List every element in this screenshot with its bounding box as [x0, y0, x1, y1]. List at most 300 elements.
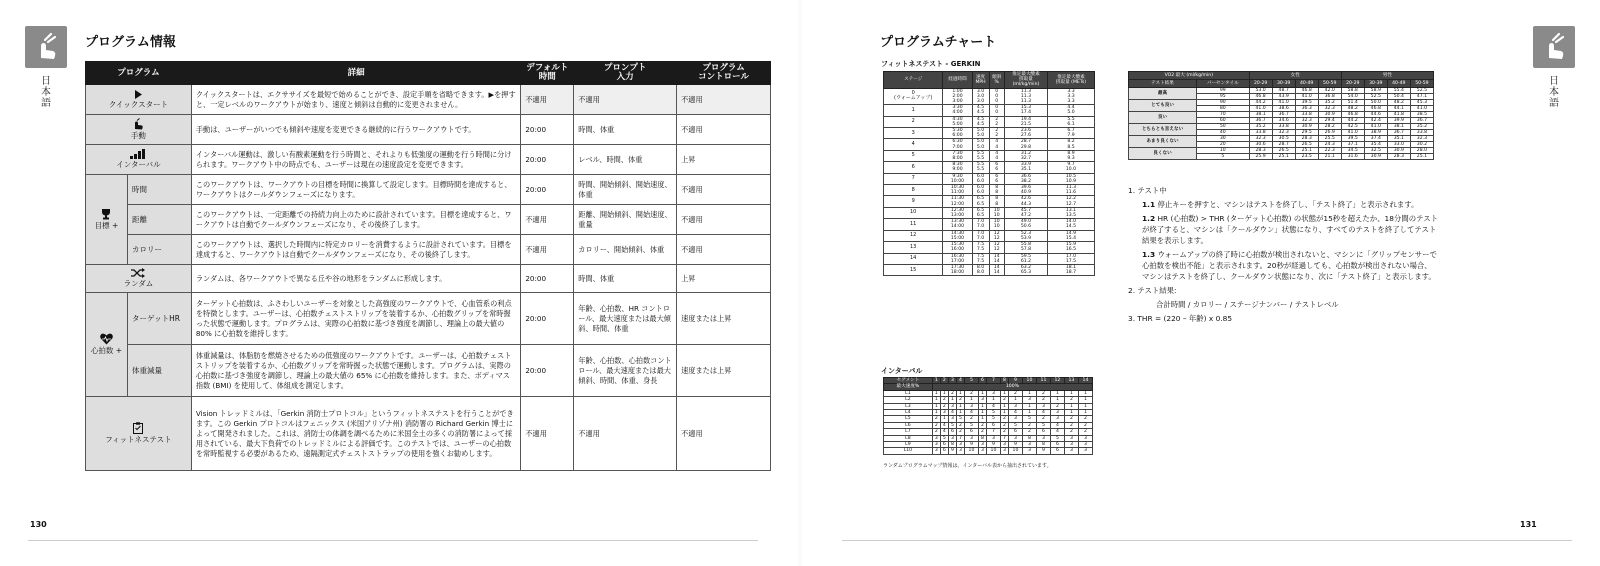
vo2-value: 45.3 — [1410, 100, 1433, 106]
heart-rate-group-cell — [86, 293, 128, 397]
gerkin-cell: 13.1 13.5 — [1048, 207, 1095, 218]
vo2-value: 48.2 — [1387, 100, 1410, 106]
vo2-value: 30.5 — [1272, 136, 1295, 142]
note-number: 1.1 — [1142, 200, 1156, 209]
program-name: ランダム — [123, 279, 154, 288]
program-detail: このワークアウトは、一定距離での持続力向上のために設計されています。目標を達成すると、ワークアウトは自動でクールダウンフェーズになり、その後終了します。 — [191, 205, 520, 235]
gerkin-cell: 13 — [884, 242, 943, 253]
interval-cell: 7 — [1000, 435, 1008, 441]
vo2-value: 36.7 — [1387, 130, 1410, 136]
interval-cell: 3 — [956, 448, 964, 454]
vo2-age-cell: 40-49 — [1295, 80, 1318, 88]
interval-cell: 3 — [1022, 397, 1036, 403]
vo2-value: 44.1 — [1387, 106, 1410, 112]
program-name-cell — [86, 115, 192, 145]
vo2-value: 44.2 — [1341, 118, 1364, 124]
vo2-value: 28.3 — [1387, 154, 1410, 160]
vo2-value: 34.5 — [1341, 148, 1364, 154]
interval-cell: 4 — [940, 422, 948, 428]
program-time: 不適用 — [521, 85, 574, 115]
interval-cell: 1 — [1050, 390, 1064, 396]
interval-cell: 1 — [956, 410, 964, 416]
header-detail: 詳細 — [191, 62, 520, 85]
gerkin-cell: 6 6 — [989, 162, 1004, 173]
program-name: 手動 — [130, 131, 146, 140]
interval-segment-number: 9 — [1008, 378, 1022, 384]
vo2-value: 46.8 — [1364, 106, 1387, 112]
gerkin-cell: 5:30 6:00 — [943, 128, 972, 139]
vo2-value: 50.4 — [1387, 94, 1410, 100]
gerkin-header-cell: ステージ — [884, 72, 943, 89]
interval-cell: 2 — [978, 429, 986, 435]
interval-cell: 2 — [964, 416, 978, 422]
vo2-value: 33.0 — [1387, 142, 1410, 148]
interval-segment-number: 8 — [1000, 378, 1008, 384]
table-row — [86, 145, 771, 175]
interval-cell: 2 — [956, 422, 964, 428]
gerkin-cell: 5.5 5.5 — [972, 162, 989, 173]
vo2-value: 33.8 — [1295, 112, 1318, 118]
test-notes — [1128, 185, 1438, 327]
interval-cell: L6 — [884, 422, 933, 428]
note-number: 1.2 — [1142, 214, 1156, 223]
gerkin-cell: 14.0 14.5 — [1048, 219, 1095, 230]
program-detail: 体重減量は、体脂肪を燃焼させるための低強度のワークアウトです。ユーザーは、心拍数チェストストリップを装着するか、心拍数グリップを常時握った状態で運動します。プログラムは、実際の心拍数に基づき強度を調節し、理論上の最大値の 65% に心拍数を維持します。また、ボディマス指数 (BMI) を使用して、体組成を測定します。 — [191, 345, 520, 397]
interval-cell: 1 — [956, 403, 964, 409]
gerkin-cell: 11.3 11.6 — [1048, 185, 1095, 196]
vo2-value: 46.8 — [1295, 88, 1318, 94]
vo2-percentile: 40 — [1196, 130, 1249, 136]
interval-cell: 1 — [932, 397, 940, 403]
gerkin-cell: 4:30 5:00 — [943, 116, 972, 127]
header-default-time: デフォルト 時間 — [521, 62, 574, 85]
interval-cell: 3 — [956, 442, 964, 448]
gerkin-cell: 14:30 15:00 — [943, 230, 972, 241]
table-row — [884, 253, 1095, 264]
table-row — [884, 242, 1095, 253]
gerkin-cell: 33.9 35.1 — [1004, 162, 1047, 173]
interval-cell: 5 — [948, 422, 956, 428]
gerkin-cell: 7:30 8:00 — [943, 150, 972, 161]
gerkin-cell: 6.5 6.5 — [972, 196, 989, 207]
interval-cell: 2 — [1064, 397, 1078, 403]
interval-cell: 6 — [1050, 448, 1064, 454]
gerkin-cell: 7.0 7.0 — [972, 230, 989, 241]
program-name: 距離 — [127, 205, 191, 235]
vo2-female: 女性 — [1249, 72, 1341, 80]
interval-cell: 6 — [1008, 429, 1022, 435]
vo2-value: 48.7 — [1272, 88, 1295, 94]
vo2-value: 42.4 — [1364, 118, 1387, 124]
gerkin-cell: 12.2 12.7 — [1048, 196, 1095, 207]
vo2-age-cell: 40-49 — [1387, 80, 1410, 88]
vo2-value: 43.9 — [1272, 94, 1295, 100]
vo2-value: 39.5 — [1341, 136, 1364, 142]
gerkin-cell: 3 — [884, 128, 943, 139]
vo2-value: 38.9 — [1364, 130, 1387, 136]
interval-segment-number: 12 — [1050, 378, 1064, 384]
interval-cell: 5 — [1036, 422, 1050, 428]
vo2-value: 35.1 — [1387, 136, 1410, 142]
vo2-value: 23.5 — [1295, 154, 1318, 160]
program-name: インターバル — [116, 160, 161, 169]
language-tab-label: 日本語 — [41, 76, 51, 109]
interval-cell: 2 — [1078, 422, 1092, 428]
vo2-age-row — [1129, 80, 1434, 88]
vo2-value: 29.4 — [1318, 118, 1341, 124]
interval-cell: 3 — [932, 448, 940, 454]
interval-cell: 5 — [1050, 435, 1064, 441]
interval-cell: 3 — [1050, 410, 1064, 416]
vo2-value: 36.7 — [1249, 118, 1272, 124]
vo2-value: 52.5 — [1410, 88, 1433, 94]
gerkin-cell: 23.6 27.6 — [1004, 128, 1047, 139]
interval-cell: 2 — [1000, 416, 1008, 422]
gerkin-cell: 9 — [884, 196, 943, 207]
interval-cell: 2 — [1000, 429, 1008, 435]
program-prompt: 時間、開始傾斜、開始速度、体重 — [574, 175, 677, 205]
interval-cell: 1 — [1008, 397, 1022, 403]
table-row — [884, 88, 1095, 105]
program-time: 20:00 — [521, 115, 574, 145]
table-row — [884, 219, 1095, 230]
program-detail: ランダムは、各ワークアウトで異なる丘や谷の地形をランダムに形成します。 — [191, 265, 520, 293]
interval-cell: 1 — [940, 416, 948, 422]
note-3: 3. THR = (220 – 年齢) x 0.85 — [1128, 314, 1233, 323]
table-row — [86, 397, 771, 471]
interval-cell: 6 — [1050, 442, 1064, 448]
vo2-value: 32.3 — [1410, 136, 1433, 142]
note-text: 停止キーを押すと、マシンはテストを終了し、「テスト終了」と表示されます。 — [1157, 200, 1419, 209]
table-row — [884, 185, 1095, 196]
vo2-value: 36.7 — [1272, 112, 1295, 118]
vo2-percentile: 70 — [1196, 112, 1249, 118]
program-time: 20:00 — [521, 145, 574, 175]
table-row — [86, 293, 771, 345]
vo2-value: 44.6 — [1364, 112, 1387, 118]
table-row — [86, 175, 771, 205]
gerkin-cell: 8 — [884, 185, 943, 196]
interval-cell: 8 — [948, 442, 956, 448]
program-control: 不適用 — [677, 175, 771, 205]
gerkin-cell: 15 — [884, 264, 943, 275]
vo2-value: 28.7 — [1272, 142, 1295, 148]
program-time: 不適用 — [521, 205, 574, 235]
play-icon — [134, 90, 143, 99]
interval-cell: 3 — [932, 435, 940, 441]
interval-cell: 2 — [948, 390, 956, 396]
vo2-value: 25.1 — [1295, 148, 1318, 154]
table-row — [86, 235, 771, 265]
vo2-value: 37.1 — [1341, 142, 1364, 148]
gerkin-cell: 31.2 32.7 — [1004, 150, 1047, 161]
table-row — [86, 85, 771, 115]
table-row — [86, 115, 771, 145]
interval-cell: 1 — [978, 410, 986, 416]
gerkin-cell: 4 4 — [989, 139, 1004, 150]
vo2-value: 33.8 — [1249, 130, 1272, 136]
vo2-value: 36.8 — [1318, 94, 1341, 100]
gerkin-cell: 2 2 — [989, 128, 1004, 139]
interval-cell: 2 — [1036, 397, 1050, 403]
program-detail: インターバル運動は、激しい有酸素運動を行う時間と、それよりも低強度の運動を行う時間に分けられます。ワークアウト中の時点でも、ユーザーは現在の速度設定を変更できます。 — [191, 145, 520, 175]
interval-cell: 2 — [1008, 390, 1022, 396]
interval-cell: 1 — [978, 403, 986, 409]
hand-touch-icon — [1533, 26, 1575, 68]
program-time: 20:00 — [521, 345, 574, 397]
interval-cell: 1 — [932, 390, 940, 396]
interval-cell: 1 — [1064, 403, 1078, 409]
interval-cell: 1 — [1078, 397, 1092, 403]
gerkin-cell: 4 4 — [989, 150, 1004, 161]
vo2-value: 58.9 — [1364, 88, 1387, 94]
vo2-percentile: 90 — [1196, 100, 1249, 106]
vo2-value: 33.8 — [1410, 130, 1433, 136]
table-row — [86, 205, 771, 235]
gerkin-cell: 7.0 7.0 — [972, 219, 989, 230]
vo2-percentile: 50 — [1196, 124, 1249, 130]
interval-cell: 2 — [978, 422, 986, 428]
program-name: 時間 — [127, 175, 191, 205]
vo2-age-cell: 20-29 — [1341, 80, 1364, 88]
interval-cell: 3 — [1078, 448, 1092, 454]
gerkin-cell: 6 — [884, 162, 943, 173]
interval-cell: L7 — [884, 429, 933, 435]
program-info-table — [85, 61, 771, 471]
table-row — [884, 448, 1093, 454]
program-name: 体重減量 — [127, 345, 191, 397]
vo2-result-label: とても良い — [1129, 100, 1197, 112]
gerkin-cell: 12:30 13:00 — [943, 207, 972, 218]
gerkin-cell: 6.0 6.0 — [972, 173, 989, 184]
vo2-value: 41.0 — [1410, 106, 1433, 112]
interval-cell: 4 — [964, 410, 978, 416]
program-name: ターゲットHR — [127, 293, 191, 345]
gerkin-cell: 4.5 4.5 — [972, 116, 989, 127]
vo2-value: 30.9 — [1318, 112, 1341, 118]
interval-cell: 1 — [1078, 403, 1092, 409]
interval-cell: 4 — [1050, 429, 1064, 435]
interval-cell: 2 — [1064, 422, 1078, 428]
program-control: 不適用 — [677, 85, 771, 115]
interval-cell: 1 — [940, 390, 948, 396]
gerkin-cell: 3.3 3.3 3.3 — [1048, 88, 1095, 105]
vo2-value: 38.5 — [1410, 112, 1433, 118]
vo2-col-result: テスト結果 — [1129, 80, 1197, 88]
gerkin-cell: 19.4 21.5 — [1004, 116, 1047, 127]
gerkin-cell: 8 8 — [989, 196, 1004, 207]
interval-cell: 3 — [1008, 435, 1022, 441]
vo2-header-row — [1129, 72, 1434, 80]
gerkin-cell: 4.4 5.0 — [1048, 105, 1095, 116]
program-detail: クイックスタートは、エクササイズを最短で始めることができ、設定手順を省略できます。▶を押すと、一定レベルのワークアウトが始まり、速度と傾斜は自動的に変更されません。 — [191, 85, 520, 115]
interval-cell: 2 — [1036, 390, 1050, 396]
interval-cell: 7 — [986, 429, 1000, 435]
gerkin-cell: 14 14 — [989, 264, 1004, 275]
interval-cell: 1 — [1022, 390, 1036, 396]
page-title-left: プログラム情報 — [85, 35, 176, 50]
program-control: 速度または上昇 — [677, 345, 771, 397]
vo2-result-label: 最高 — [1129, 88, 1197, 100]
vo2-value: 32.5 — [1364, 148, 1387, 154]
interval-cell: 3 — [1064, 448, 1078, 454]
page-number-right: 131 — [1520, 520, 1537, 529]
program-name: カロリー — [127, 235, 191, 265]
vo2-percentile: 10 — [1196, 148, 1249, 154]
interval-cell: 4 — [1036, 410, 1050, 416]
gerkin-cell: 6 6 — [989, 173, 1004, 184]
interval-cell: 1 — [1078, 410, 1092, 416]
interval-cell: L9 — [884, 442, 933, 448]
gerkin-table — [883, 71, 1095, 276]
table-row — [884, 196, 1095, 207]
program-table-header — [86, 62, 771, 85]
interval-cell: 1 — [1022, 410, 1036, 416]
vo2-value: 41.0 — [1341, 130, 1364, 136]
gerkin-cell: 5 — [884, 150, 943, 161]
interval-segment-number: 11 — [1036, 378, 1050, 384]
interval-cell: 1 — [1000, 403, 1008, 409]
goal-group-label: 目標 + — [94, 221, 119, 230]
interval-cell: 4 — [1008, 410, 1022, 416]
interval-cell: 1 — [1000, 390, 1008, 396]
gerkin-cell: 8 8 — [989, 185, 1004, 196]
interval-cell: 4 — [948, 410, 956, 416]
interval-pct-label: 最大速度% — [884, 384, 933, 390]
interval-segment-number: 4 — [956, 378, 964, 384]
interval-cell: L10 — [884, 448, 933, 454]
vo2-age-cell: 30-39 — [1272, 80, 1295, 88]
interval-cell: 8 — [978, 435, 986, 441]
table-row — [884, 230, 1095, 241]
vo2-percentile: 60 — [1196, 118, 1249, 124]
vo2-value: 30.2 — [1410, 142, 1433, 148]
vo2-value: 51.4 — [1341, 100, 1364, 106]
note-1-3 — [1142, 249, 1438, 282]
interval-segment-number: 1 — [932, 378, 940, 384]
gerkin-cell: 7 — [884, 173, 943, 184]
interval-cell: 4 — [1050, 422, 1064, 428]
interval-cell: 3 — [948, 403, 956, 409]
interval-cell: 3 — [1064, 442, 1078, 448]
program-prompt: カロリー、開始傾斜、体重 — [574, 235, 677, 265]
gerkin-cell: 10 10 — [989, 219, 1004, 230]
program-control: 不適用 — [677, 235, 771, 265]
vo2-value: 39.5 — [1295, 100, 1318, 106]
gerkin-cell: 2 — [884, 116, 943, 127]
program-control: 速度または上昇 — [677, 293, 771, 345]
interval-cell: 3 — [1050, 416, 1064, 422]
gerkin-cell: 17:30 18:00 — [943, 264, 972, 275]
gerkin-cell: 17.0 17.5 — [1048, 253, 1095, 264]
vo2-value: 35.2 — [1410, 124, 1433, 130]
gerkin-header-cell: 経過時間 — [943, 72, 972, 89]
interval-cell: 2 — [964, 390, 978, 396]
interval-cell: 4 — [940, 429, 948, 435]
gerkin-cell: 12 12 — [989, 230, 1004, 241]
program-name-cell — [86, 397, 192, 471]
interval-cell: 5 — [964, 422, 978, 428]
interval-segment-number: 2 — [940, 378, 948, 384]
interval-segment-number: 6 — [978, 378, 986, 384]
interval-cell: 6 — [940, 442, 948, 448]
interval-cell: 1 — [948, 397, 956, 403]
program-detail: ターゲット心拍数は、ふさわしいユーザーを対象とした高強度のワークアウトで、心血管系の利点を特徴とします。ユーザーは、心拍数チェストストリップを装着するか、心拍数グリップを常時握った状態で運動します。プログラムは、実際の心拍数に基づき強度を調節し、理論上の最大値の 80% に心拍数を維持します。 — [191, 293, 520, 345]
gerkin-cell: 5.0 5.0 — [972, 139, 989, 150]
interval-cell: 3 — [948, 416, 956, 422]
gerkin-header — [884, 72, 1095, 89]
program-name: クイックスタート — [108, 99, 169, 109]
interval-cell: 2 — [932, 422, 940, 428]
interval-segment-number: 3 — [948, 378, 956, 384]
gerkin-cell: 55.8 57.8 — [1004, 242, 1047, 253]
program-detail: このワークアウトは、選択した時間内に特定カロリーを消費するように設計されています。目標を達成すると、ワークアウトは自動でクールダウンフェーズになり、その後終了します。 — [191, 235, 520, 265]
header-prompt-input: プロンプト 入力 — [574, 62, 677, 85]
vo2-value: 32.3 — [1318, 106, 1341, 112]
table-row — [86, 345, 771, 397]
vo2-value: 21.1 — [1318, 154, 1341, 160]
vo2-value: 42.0 — [1318, 88, 1341, 94]
interval-cell: 6 — [948, 429, 956, 435]
interval-segment-number: 14 — [1078, 378, 1092, 384]
vo2-value: 26.9 — [1318, 130, 1341, 136]
vo2-percentile: 80 — [1196, 106, 1249, 112]
vo2-value: 55.4 — [1387, 88, 1410, 94]
vo2-value: 25.1 — [1410, 154, 1433, 160]
gerkin-subtitle: フィットネステスト - GERKIN — [881, 60, 981, 68]
interval-cell: 2 — [1064, 416, 1078, 422]
vo2-percentile: 99 — [1196, 88, 1249, 94]
gerkin-cell: 6.0 6.0 — [972, 185, 989, 196]
gerkin-cell: 12 — [884, 230, 943, 241]
program-prompt: レベル、時間、体重 — [574, 145, 677, 175]
vo2-max-table — [1128, 71, 1434, 160]
gerkin-cell: 11:30 12:00 — [943, 196, 972, 207]
hand-touch-icon — [25, 26, 67, 68]
interval-cell: 3 — [940, 410, 948, 416]
interval-cell: 2 — [956, 429, 964, 435]
interval-cell: 3 — [978, 442, 986, 448]
interval-cell: 3 — [964, 403, 978, 409]
vo2-result-label: 良い — [1129, 112, 1197, 124]
vo2-value: 38.1 — [1387, 124, 1410, 130]
interval-cell: 2 — [1000, 397, 1008, 403]
vo2-value: 50.0 — [1364, 100, 1387, 106]
program-time: 20:00 — [521, 175, 574, 205]
program-time: 20:00 — [521, 265, 574, 293]
program-detail: Vision トレッドミルは、「Gerkin 消防士プロトコル」というフィットネステストを行うことができます。この Gerkin プロトコルはフェニックス (米国アリゾナ州) 消防署の Richard Gerkin 博士によって開発されました。これは、消防士の体調を調べるために米国全土の多くの消防署によって採用されている、最大下負荷でのトレッドミルによる評価です。このテストでは、ユーザーの心拍数を常時監視する必要があるため、遠隔測定式チェストストラップの使用を強くお勧めします。 — [191, 397, 520, 471]
interval-cell: 6 — [1036, 429, 1050, 435]
vo2-value: 36.7 — [1410, 118, 1433, 124]
vo2-value: 30.9 — [1364, 154, 1387, 160]
gerkin-cell: 9.7 10.0 — [1048, 162, 1095, 173]
vo2-value: 31.6 — [1341, 154, 1364, 160]
header-program: プログラム — [86, 62, 192, 85]
table-row — [884, 207, 1095, 218]
gerkin-cell: 9:30 10:00 — [943, 173, 972, 184]
gerkin-cell: 6.7 7.9 — [1048, 128, 1095, 139]
interval-cell: L1 — [884, 390, 933, 396]
interval-cell: 9 — [964, 442, 978, 448]
interval-cell: 6 — [964, 429, 978, 435]
gerkin-header-cell: 速度 MPH — [972, 72, 989, 89]
interval-cell: 3 — [986, 435, 1000, 441]
table-row — [884, 139, 1095, 150]
table-row — [884, 116, 1095, 127]
vo2-value: 41.0 — [1295, 94, 1318, 100]
vo2-result-label: あまり良くない — [1129, 136, 1197, 148]
interval-segment-number: 5 — [964, 378, 978, 384]
